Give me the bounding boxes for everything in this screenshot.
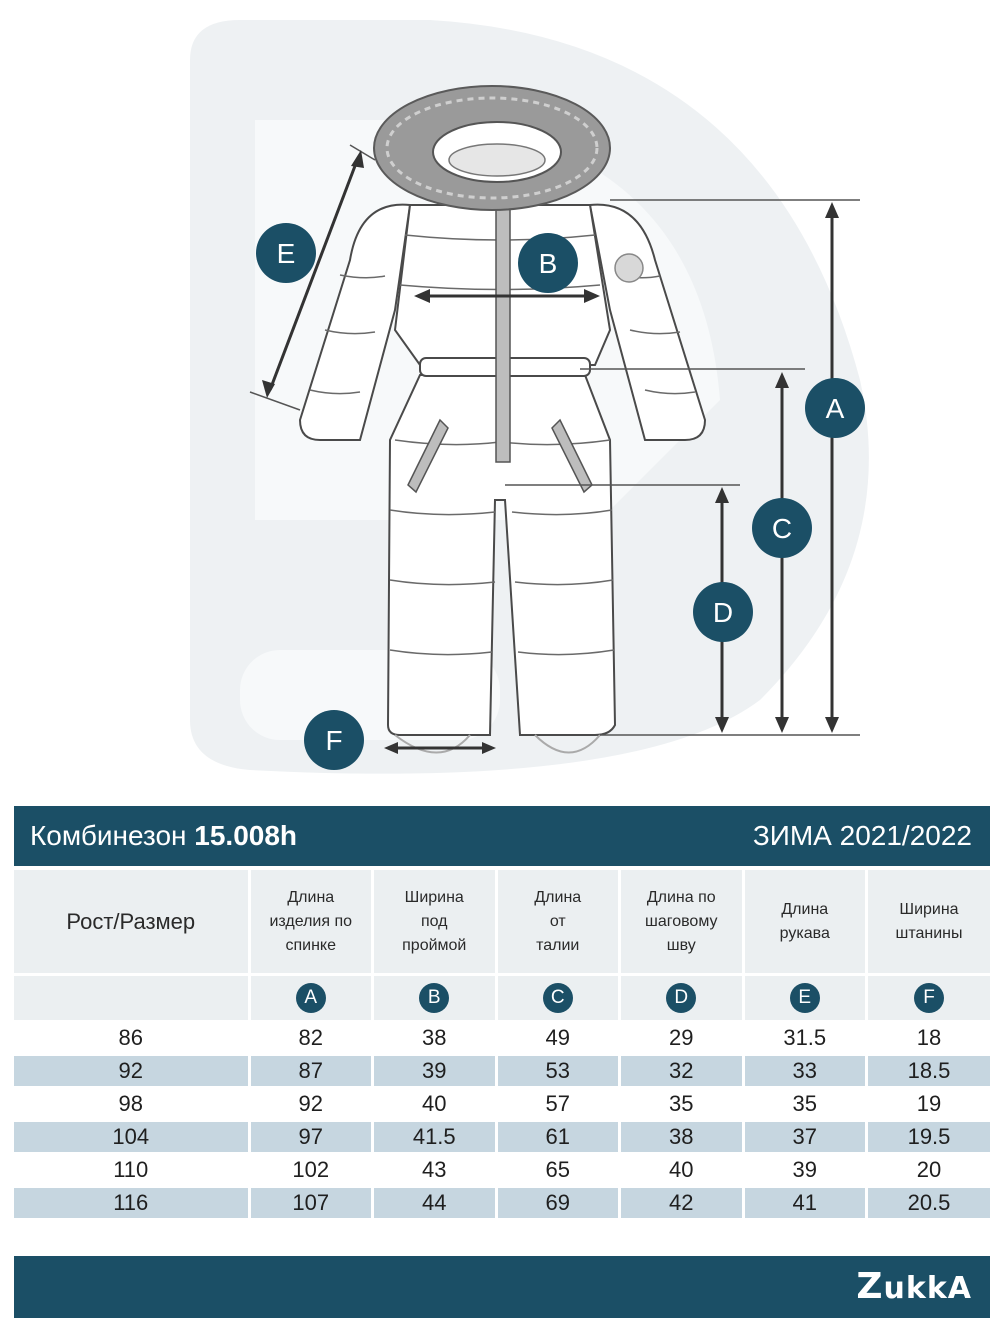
measurement-cell: 20.5: [867, 1187, 991, 1220]
measurement-cell: 40: [620, 1154, 744, 1187]
measurement-cell: 41: [743, 1187, 867, 1220]
size-table: [14, 870, 990, 1221]
table-row: [14, 1121, 990, 1154]
measurement-cell: 32: [620, 1055, 744, 1088]
table-row: [14, 1154, 990, 1187]
measurement-cell: 38: [373, 1022, 497, 1055]
season-label: ЗИМА 2021/2022: [752, 820, 972, 851]
table-header-bar: [14, 806, 990, 866]
letter-e-badge: E: [790, 983, 820, 1013]
letter-f-badge: F: [914, 983, 944, 1013]
size-column-header: Рост/Размер: [14, 870, 249, 975]
measurement-cell: 57: [496, 1088, 620, 1121]
measurement-cell: 19: [867, 1088, 991, 1121]
measurement-cell: 40: [373, 1088, 497, 1121]
size-cell: 104: [14, 1121, 249, 1154]
brand-logo-rest: ukkA: [883, 1271, 972, 1306]
logo-badge: [615, 254, 643, 282]
table-row: [14, 1055, 990, 1088]
measurement-cell: 39: [743, 1154, 867, 1187]
letter-b-badge: B: [419, 983, 449, 1013]
product-title: [30, 820, 297, 852]
brand-logo: [856, 1266, 972, 1307]
marker-c-label: C: [771, 513, 793, 544]
zipper: [496, 190, 510, 462]
column-header-d: Длина по шаговому шву: [620, 870, 744, 975]
measurement-cell: 49: [496, 1022, 620, 1055]
measurement-cell: 39: [373, 1055, 497, 1088]
measurement-cell: 18: [867, 1022, 991, 1055]
measurement-cell: 35: [743, 1088, 867, 1121]
measurement-cell: 87: [249, 1055, 373, 1088]
size-cell: 92: [14, 1055, 249, 1088]
measurement-cell: 92: [249, 1088, 373, 1121]
measurement-cell: 33: [743, 1055, 867, 1088]
letter-d-badge: D: [666, 983, 696, 1013]
measurement-cell: 65: [496, 1154, 620, 1187]
column-header-b: Ширина под проймой: [373, 870, 497, 975]
marker-f-label: F: [325, 725, 343, 756]
size-cell: 86: [14, 1022, 249, 1055]
measurement-cell: 29: [620, 1022, 744, 1055]
letter-a-badge: A: [296, 983, 326, 1013]
column-header-row: [14, 870, 990, 975]
letter-row: [14, 975, 990, 1022]
footer-bar: [14, 1256, 990, 1318]
hood-inner: [449, 144, 545, 176]
table-row: [14, 1088, 990, 1121]
marker-b-label: B: [538, 248, 558, 279]
product-label: Комбинезон: [30, 820, 187, 851]
measurement-cell: 97: [249, 1121, 373, 1154]
column-header-c: Длина от талии: [496, 870, 620, 975]
marker-a-label: A: [825, 393, 845, 424]
measurement-cell: 37: [743, 1121, 867, 1154]
letter-row-spacer: [14, 975, 249, 1022]
measurement-cell: 44: [373, 1187, 497, 1220]
column-header-a: Длина изделия по спинке: [249, 870, 373, 975]
size-cell: 116: [14, 1187, 249, 1220]
measurement-cell: 31.5: [743, 1022, 867, 1055]
measurement-cell: 102: [249, 1154, 373, 1187]
letter-c-badge: C: [543, 983, 573, 1013]
measurement-cell: 20: [867, 1154, 991, 1187]
measurement-cell: 82: [249, 1022, 373, 1055]
measurement-cell: 18.5: [867, 1055, 991, 1088]
measurement-cell: 38: [620, 1121, 744, 1154]
measurement-cell: 19.5: [867, 1121, 991, 1154]
measurement-cell: 69: [496, 1187, 620, 1220]
size-cell: 110: [14, 1154, 249, 1187]
marker-e-label: E: [276, 238, 296, 269]
measurement-cell: 107: [249, 1187, 373, 1220]
measurement-cell: 41.5: [373, 1121, 497, 1154]
column-header-e: Длина рукава: [743, 870, 867, 975]
brand-logo-z: Z: [856, 1266, 884, 1307]
measurement-cell: 42: [620, 1187, 744, 1220]
table-row: [14, 1187, 990, 1220]
measurement-cell: 43: [373, 1154, 497, 1187]
size-cell: 98: [14, 1088, 249, 1121]
product-model: 15.008h: [194, 820, 298, 851]
measurement-cell: 35: [620, 1088, 744, 1121]
marker-d-label: D: [712, 597, 734, 628]
measurement-cell: 61: [496, 1121, 620, 1154]
measurement-cell: 53: [496, 1055, 620, 1088]
column-header-f: Ширина штанины: [867, 870, 991, 975]
table-row: [14, 1022, 990, 1055]
